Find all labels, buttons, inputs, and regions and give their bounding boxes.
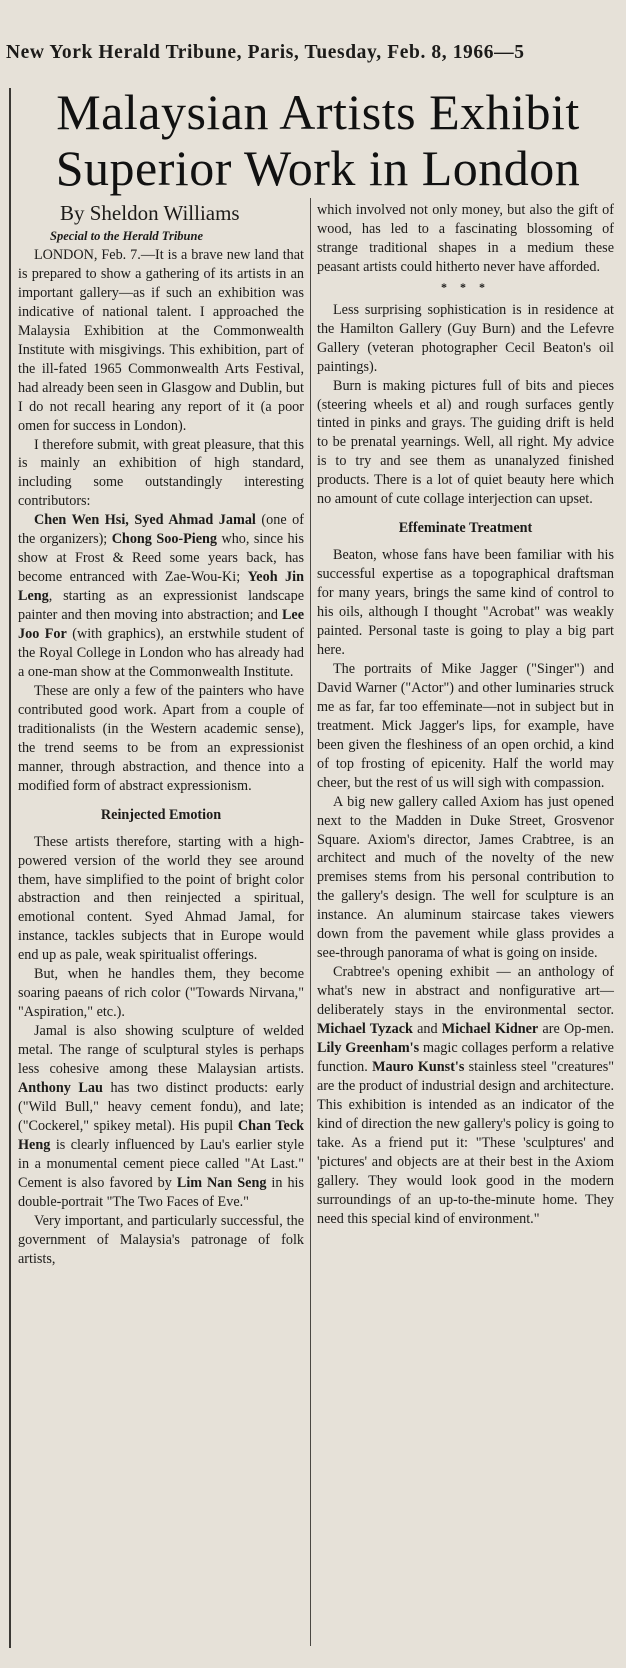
paragraph: These artists therefore, starting with a high-powered version of the world they see around them, have simplified to the point of bright color abstraction and then reinjected a spiritual, emotional content. Syed Ahmad Jamal, for instance, tackles subjects that in Europe would end up as pale, weak spiritualist offerings. xyxy=(18,833,304,964)
byline: By Sheldon Williams xyxy=(60,201,240,225)
paragraph: I therefore submit, with great pleasure, that this is mainly an exhibition of high standard, including some outstandingly interesting contributors: xyxy=(18,436,304,510)
headline xyxy=(18,84,618,196)
subheading: Effeminate Treatment xyxy=(398,520,533,537)
paragraph: which involved not only money, but also the gift of wood, has led to a fascinating blossoming of strange traditional shapes in a medium these peasant artists could hitherto never have afforded. xyxy=(317,202,614,275)
artist-name: Lily Greenham's xyxy=(317,1039,420,1056)
article-column-1 xyxy=(18,246,304,1269)
paragraph: These are only a few of the painters who have contributed good work. Apart from a couple of traditionalists (in the Western academic sense), the trend seems to be from an expressionist manner, through abstraction, and thence into a modified form of abstract expressionism. xyxy=(18,682,304,794)
subheading: Reinjected Emotion xyxy=(100,806,222,823)
artist-name: Chong Soo-Pieng xyxy=(111,531,218,548)
masthead: New York Herald Tribune, Paris, Tuesday, Feb. 8, 1966—5 xyxy=(6,42,525,63)
text-run: are Op-men. xyxy=(538,1021,614,1038)
column-rule xyxy=(310,198,311,1646)
paragraph: Very important, and particularly successful, the government of Malaysia's patronage of folk artists, xyxy=(18,1212,304,1267)
credit-line: Special to the Herald Tribune xyxy=(50,229,204,243)
paragraph: Less surprising sophistication is in residence at the Hamilton Gallery (Guy Burn) and the Lefevre Gallery (veteran photographer Cecil Beaton's oil paintings). xyxy=(317,301,614,375)
paragraph: The portraits of Mike Jagger ("Singer") and David Warner ("Actor") and other luminaries struck me as far, far too effeminate—not in subject but in treatment. Mick Jagger's lips, for example, have been given the fleshiness of an open orchid, a kind of top frosting of epicenity. Half the world may cheer, but the rest of us will sigh with compassion. xyxy=(317,660,614,791)
text-run: (with graphics), an erstwhile student of the Royal College in London who has already had a one-man show at the Commonwealth Institute. xyxy=(18,626,304,680)
artist-name: Chen Wen Hsi, Syed Ahmad Jamal xyxy=(34,512,256,529)
paragraph: Burn is making pictures full of bits and pieces (steering wheels et al) and rough surfaces gently tinted in pinks and grays. The guiding drift is held to be prenatal yearnings. Well, all right. My advice is to try and see them as unanalyzed finished products. There is a lot of quiet beauty here which no amount of cute collage interjection can upset. xyxy=(317,377,614,508)
artist-name: Anthony Lau xyxy=(18,1079,103,1096)
artist-name: Lee Joo For xyxy=(18,607,304,643)
artist-name: Michael Tyzack xyxy=(317,1021,413,1038)
text-run: is clearly influenced by Lau's earlier style in a monumental cement piece called "At Last." Cement is also favored by xyxy=(18,1136,304,1191)
paragraph: LONDON, Feb. 7.—It is a brave new land that is prepared to show a gathering of its artists in an important gallery—as if such an exhibition was indicative of national talent. I approached the Malaysia Exhibition at the Commonwealth Institute with misgivings. This exhibition, part of the ill-fated 1965 Commonwealth Arts Festival, had already been seen in Glasgow and Dublin, but I do not recall hearing any report of it (a poor omen for success in London). xyxy=(18,247,304,434)
artist-name: Michael Kidner xyxy=(441,1021,539,1038)
text-run: , starting as an expressionist landscape painter and then moving into abstraction; and xyxy=(18,588,304,624)
text-run: in his double-portrait "The Two Faces of Eve." xyxy=(18,1174,305,1210)
text-run: stainless steel "creatures" are the product of industrial design and architecture. This exhibition is intended as an indicator of the kind of direction the new gallery's policy is going to take. As a friend put it: "These 'sculptures' and 'pictures' and objects are at their best in the Axiom gallery. They would look good in the modern surroundings of an up-to-the-minute home. They need this special kind of environment." xyxy=(317,1058,615,1227)
text-run: has two distinct products: early ("Wild Bull," heavy cement fondu), and late; ("Cockerel," spikey metal). His pupil xyxy=(18,1079,305,1134)
artist-name: Lim Nan Seng xyxy=(176,1174,267,1191)
paragraph xyxy=(317,963,614,1228)
left-margin-rule xyxy=(9,88,11,1648)
headline-line-2: Superior Work in London xyxy=(55,140,581,196)
paragraph xyxy=(18,1022,304,1212)
text-run: Crabtree's opening exhibit — an anthology of what's new in abstract and nonfigurative art—deliberately stays in the environmental sector. xyxy=(317,964,614,1019)
section-separator: * * * xyxy=(441,279,490,294)
paragraph: A big new gallery called Axiom has just opened next to the Madden in Duke Street, Grosvenor Square. Axiom's director, James Crabtree, is an architect and much of the novelty of the new premises stems from his personal contribution to the gallery's design. The well for sculpture is an instance. An aluminum staircase takes viewers down from the pavement while glass provides a see-through panorama of what is going on inside. xyxy=(317,793,614,962)
artist-name: Chan Teck Heng xyxy=(18,1117,305,1153)
text-run: and xyxy=(412,1021,442,1038)
text-run: (one of the organizers); xyxy=(18,512,304,548)
headline-line-1: Malaysian Artists Exhibit xyxy=(56,84,580,140)
text-run: who, since his show at Frost & Reed some years back, has become entranced with Zae-Wou-Ki; xyxy=(18,531,305,586)
text-run: Jamal is also showing sculpture of welded metal. The range of sculptural styles is perhaps less cohesive among these Malaysian artists. xyxy=(18,1023,304,1078)
paragraph xyxy=(18,511,304,682)
paragraph: But, when he handles them, they become soaring paeans of rich color ("Towards Nirvana," "Aspiration," etc.). xyxy=(18,966,304,1021)
artist-name: Mauro Kunst's xyxy=(372,1058,465,1075)
text-run: magic collages perform a relative function. xyxy=(317,1039,614,1075)
artist-name: Yeoh Jin Leng xyxy=(18,569,304,605)
article-column-2 xyxy=(317,201,614,1229)
paragraph: Beaton, whose fans have been familiar with his successful expertise as a topographical draftsman for many years, brings the same kind of control to his oils, although I thought "Acrobat" was weakly painted. Personal taste is going to play a big part here. xyxy=(317,547,614,658)
